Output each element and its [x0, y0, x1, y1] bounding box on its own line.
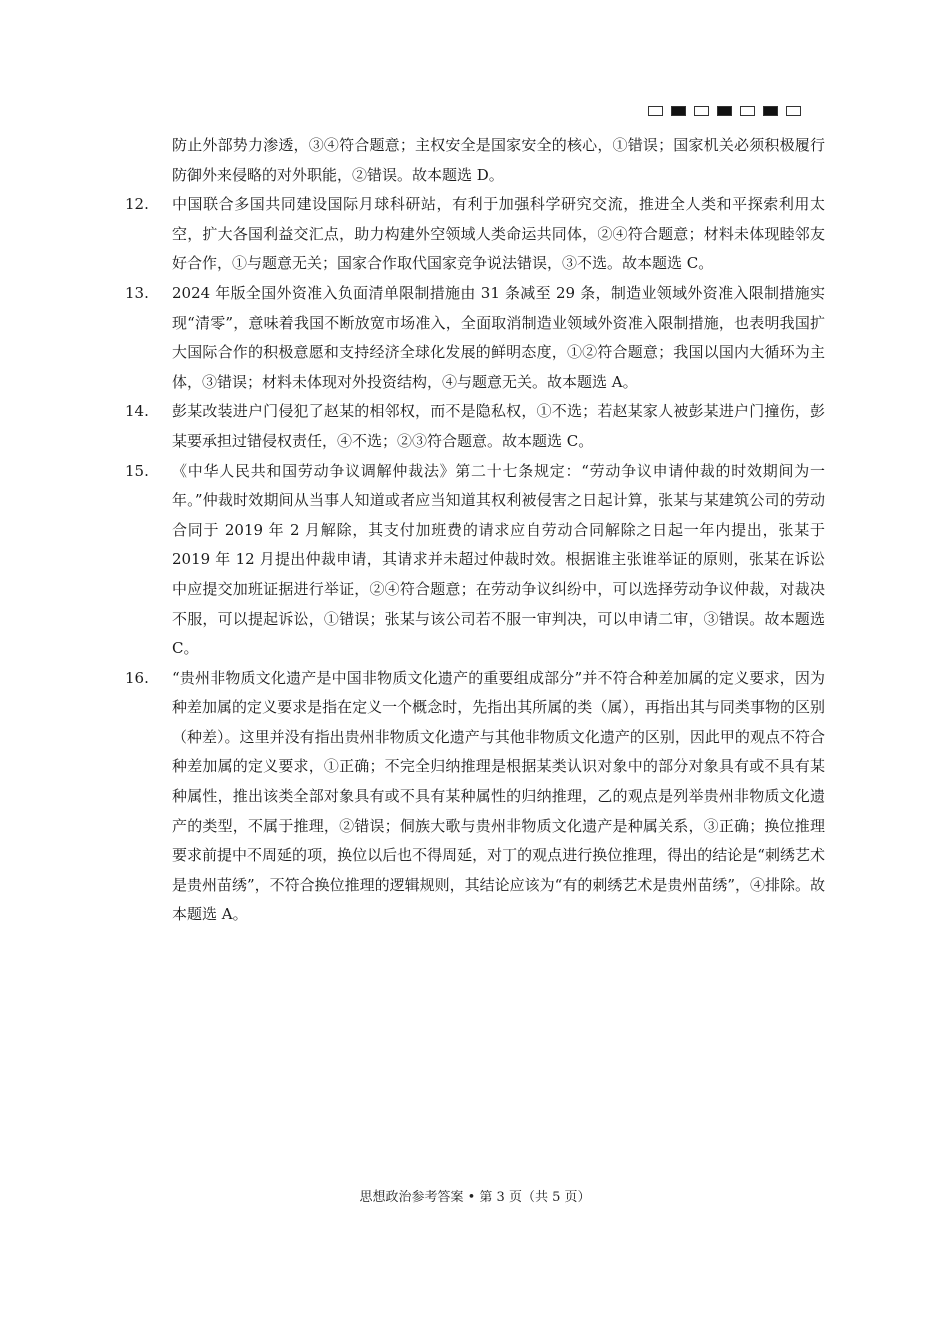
item-number: 12. [125, 195, 149, 214]
item-number: 14. [125, 402, 149, 421]
item-number: 13. [125, 283, 149, 302]
header-mark-empty [740, 106, 755, 116]
header-mark-filled [717, 106, 732, 116]
header-mark-empty [786, 106, 801, 116]
item-text: 中国联合多国共同建设国际月球科研站，有利于加强科学研究交流，推进全人类和平探索利用太空，扩大各国利益交汇点，助力构建外空领域人类命运共同体，②④符合题意；材料未体现睦邻友好合作，①与题意无关；国家合作取代国家竞争说法错误，③不选。故本题选 C。 [172, 195, 825, 273]
header-mark-filled [671, 106, 686, 116]
answer-item [125, 397, 825, 456]
answer-item [125, 279, 825, 397]
item-number: 15. [125, 461, 149, 480]
item-number: 16. [125, 668, 149, 687]
answer-content [125, 131, 825, 930]
item-text: 《中华人民共和国劳动争议调解仲裁法》第二十七条规定：“劳动争议申请仲裁的时效期间为一年。”仲裁时效期间从当事人知道或者应当知道其权利被侵害之日起计算，张某与某建筑公司的劳动合同于 2019 年 2 月解除，其支付加班费的请求应自劳动合同解除之日起一年内提出，张某于 2019 年 12 月提出仲裁申请，其请求并未超过仲裁时效。根据谁主张谁举证的原则，张某在诉讼中应提交加班证据进行举证，②④符合题意；在劳动争议纠纷中，可以选择劳动争议仲裁，对裁决不服，可以提起诉讼，①错误；张某与该公司若不服一审判决，可以申请二审，③错误。故本题选 C。 [172, 461, 825, 658]
header-mark-filled [763, 106, 778, 116]
header-marks [648, 106, 801, 116]
answer-item [125, 457, 825, 664]
item-text: 2024 年版全国外资准入负面清单限制措施由 31 条减至 29 条，制造业领域外资准入限制措施实现“清零”，意味着我国不断放宽市场准入，全面取消制造业领域外资准入限制措施，也表明我国扩大国际合作的积极意愿和支持经济全球化发展的鲜明态度，①②符合题意；我国以国内大循环为主体，③错误；材料未体现对外投资结构，④与题意无关。故本题选 A。 [172, 283, 825, 391]
answer-item [125, 664, 825, 930]
answer-item [125, 190, 825, 279]
page-footer: 思想政治参考答案 • 第 3 页（共 5 页） [359, 1190, 591, 1205]
continuation-paragraph: 防止外部势力渗透，③④符合题意；主权安全是国家安全的核心，①错误；国家机关必须积极履行防御外来侵略的对外职能，②错误。故本题选 D。 [172, 136, 825, 184]
item-text: “贵州非物质文化遗产是中国非物质文化遗产的重要组成部分”并不符合种差加属的定义要求，因为种差加属的定义要求是指在定义一个概念时，先指出其所属的类（属），再指出其与同类事物的区别（种差）。这里并没有指出贵州非物质文化遗产与其他非物质文化遗产的区别，因此甲的观点不符合种差加属的定义要求，①正确；不完全归纳推理是根据某类认识对象中的部分对象具有或不具有某种属性，推出该类全部对象具有或不具有某种属性的归纳推理，乙的观点是列举贵州非物质文化遗产的类型，不属于推理，②错误；侗族大歌与贵州非物质文化遗产是种属关系，③正确；换位推理要求前提中不周延的项，换位以后也不得周延，对丁的观点进行换位推理，得出的结论是“刺绣艺术是贵州苗绣”，不符合换位推理的逻辑规则，其结论应该为“有的刺绣艺术是贵州苗绣”，④排除。故本题选 A。 [172, 668, 826, 924]
item-text: 彭某改装进户门侵犯了赵某的相邻权，而不是隐私权，①不选；若赵某家人被彭某进户门撞伤，彭某要承担过错侵权责任，④不选；②③符合题意。故本题选 C。 [172, 402, 825, 450]
header-mark-empty [694, 106, 709, 116]
header-mark-empty [648, 106, 663, 116]
